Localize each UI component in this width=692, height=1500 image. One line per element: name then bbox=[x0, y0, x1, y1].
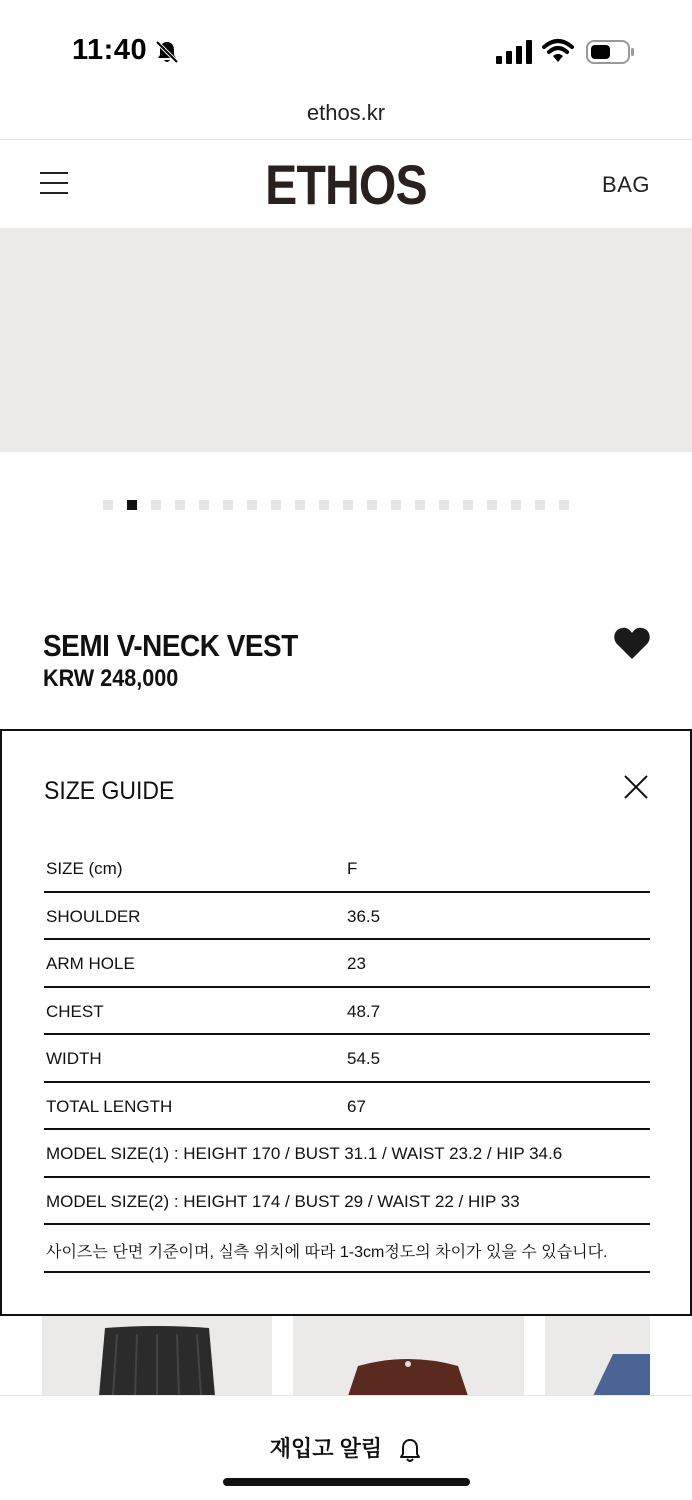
gallery-dot[interactable] bbox=[391, 500, 401, 510]
shirt-image bbox=[348, 1356, 468, 1396]
row-label: CHEST bbox=[46, 1001, 104, 1021]
gallery-dot[interactable] bbox=[439, 500, 449, 510]
cellular-signal-icon bbox=[496, 40, 532, 64]
gallery-pagination bbox=[103, 500, 569, 510]
home-indicator bbox=[223, 1478, 470, 1486]
gallery-dot[interactable] bbox=[415, 500, 425, 510]
status-bar bbox=[0, 0, 692, 100]
table-row bbox=[44, 1083, 650, 1131]
gallery-dot[interactable] bbox=[175, 500, 185, 510]
product-name: SEMI V-NECK VEST bbox=[43, 628, 298, 663]
gallery-dot[interactable] bbox=[343, 500, 353, 510]
gallery-dot[interactable] bbox=[487, 500, 497, 510]
model-size-2: MODEL SIZE(2) : HEIGHT 174 / BUST 29 / WAIST 22 / HIP 33 bbox=[46, 1191, 520, 1211]
table-row bbox=[44, 988, 650, 1036]
heart-icon[interactable] bbox=[613, 625, 651, 661]
row-label: ARM HOLE bbox=[46, 954, 135, 973]
size-header-label: SIZE (cm) bbox=[46, 859, 123, 878]
gallery-dot[interactable] bbox=[559, 500, 569, 510]
gallery-dot[interactable] bbox=[295, 500, 305, 510]
table-row bbox=[44, 1035, 650, 1083]
url-bar[interactable]: ethos.kr bbox=[0, 100, 692, 140]
site-logo[interactable]: ETHOS bbox=[265, 153, 427, 216]
size-table bbox=[44, 845, 650, 1273]
gallery-dot[interactable] bbox=[367, 500, 377, 510]
gallery-dot[interactable] bbox=[247, 500, 257, 510]
product-image[interactable] bbox=[0, 228, 692, 452]
related-product-thumb[interactable] bbox=[545, 1316, 650, 1396]
restock-label: 재입고 알림 bbox=[269, 1436, 383, 1461]
bell-icon bbox=[398, 1437, 422, 1463]
gallery-dot[interactable] bbox=[511, 500, 521, 510]
table-row bbox=[44, 893, 650, 941]
table-header-row bbox=[44, 845, 650, 893]
skirt-image bbox=[97, 1324, 217, 1396]
bag-link[interactable]: BAG bbox=[602, 172, 650, 197]
row-value: 23 bbox=[347, 954, 366, 973]
status-time: 11:40 bbox=[72, 34, 148, 66]
gallery-dot[interactable] bbox=[223, 500, 233, 510]
related-product-thumb[interactable] bbox=[42, 1316, 272, 1396]
gallery-dot[interactable] bbox=[127, 500, 137, 510]
related-products bbox=[0, 1316, 692, 1396]
row-label: WIDTH bbox=[46, 1049, 102, 1068]
gallery-dot[interactable] bbox=[535, 500, 545, 510]
tee-image bbox=[593, 1354, 650, 1396]
size-note-row bbox=[44, 1225, 650, 1273]
gallery-dot[interactable] bbox=[151, 500, 161, 510]
model-size-2-row bbox=[44, 1178, 650, 1226]
row-label: TOTAL LENGTH bbox=[46, 1096, 173, 1116]
table-row bbox=[44, 940, 650, 988]
gallery-dot[interactable] bbox=[271, 500, 281, 510]
size-guide-title: SIZE GUIDE bbox=[44, 777, 175, 805]
close-icon[interactable] bbox=[622, 773, 650, 801]
row-value: 36.5 bbox=[347, 906, 381, 926]
battery-icon bbox=[586, 39, 636, 65]
bell-off-icon bbox=[154, 39, 180, 65]
gallery-dot[interactable] bbox=[319, 500, 329, 510]
model-size-1-row bbox=[44, 1130, 650, 1178]
size-note: 사이즈는 단면 기준이며, 실측 위치에 따라 1-3cm정도의 차이가 있을 수 있습니다. bbox=[46, 1244, 608, 1261]
row-value: 67 bbox=[347, 1096, 366, 1116]
row-value: 48.7 bbox=[347, 1001, 381, 1021]
row-label: SHOULDER bbox=[46, 906, 141, 926]
site-header bbox=[0, 140, 692, 228]
related-product-thumb[interactable] bbox=[293, 1316, 524, 1396]
gallery-dot[interactable] bbox=[199, 500, 209, 510]
size-header-value: F bbox=[347, 859, 358, 878]
size-guide-modal bbox=[0, 729, 692, 1316]
gallery-dot[interactable] bbox=[103, 500, 113, 510]
bottom-action-bar bbox=[0, 1395, 692, 1500]
restock-alert-button[interactable] bbox=[0, 1432, 692, 1463]
model-size-1: MODEL SIZE(1) : HEIGHT 170 / BUST 31.1 / WAIST 23.2 / HIP 34.6 bbox=[46, 1144, 563, 1163]
product-price: KRW 248,000 bbox=[43, 665, 179, 692]
gallery-dot[interactable] bbox=[463, 500, 473, 510]
row-value: 54.5 bbox=[347, 1049, 381, 1068]
wifi-icon bbox=[542, 38, 574, 64]
